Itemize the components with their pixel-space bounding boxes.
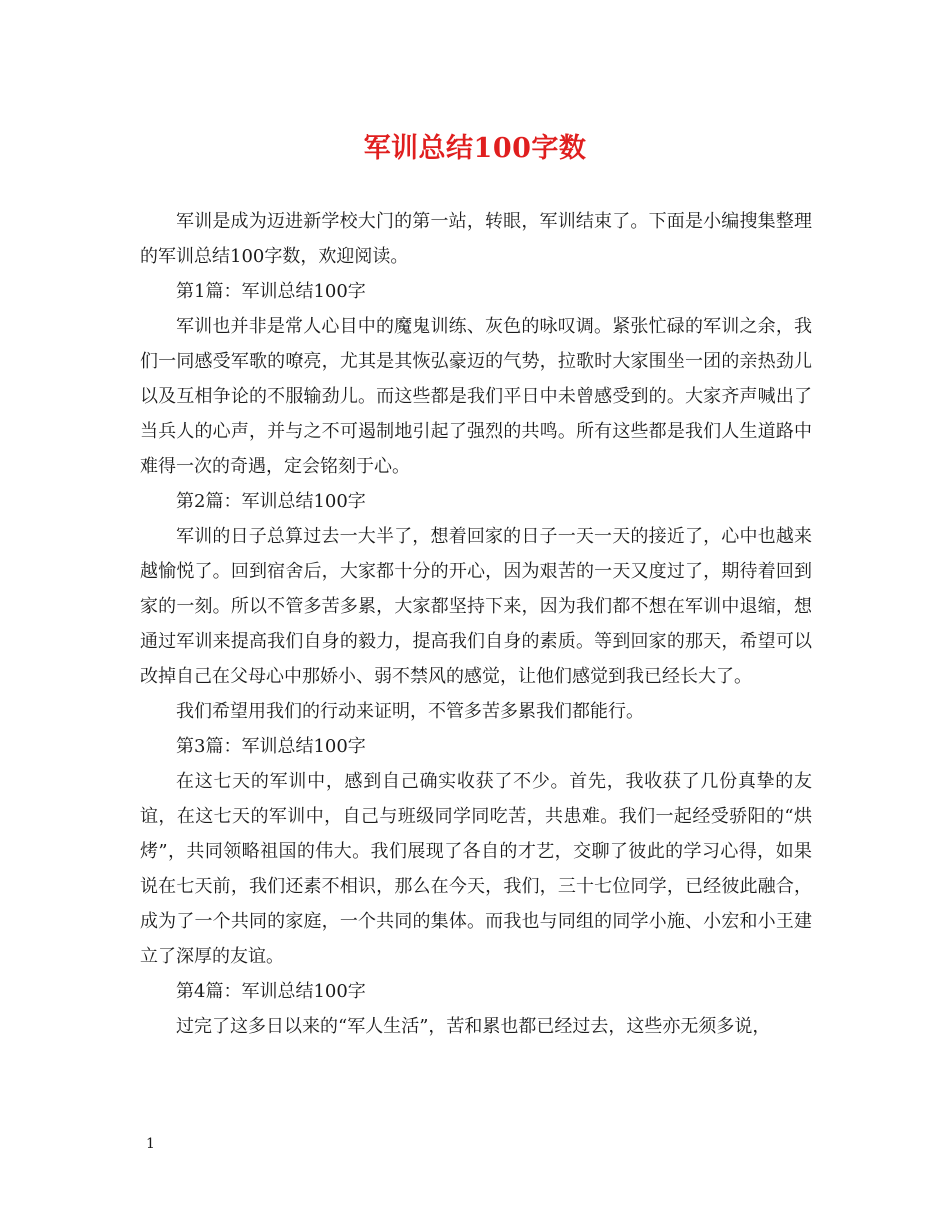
- section-heading-2: 第2篇：军训总结100字: [176, 491, 366, 512]
- section-heading-1: 第1篇：军训总结100字: [176, 281, 366, 302]
- document-body: [140, 204, 812, 1044]
- page-number: 1: [146, 1136, 155, 1152]
- intro-paragraph: 军训是成为迈进新学校大门的第一站，转眼，军训结束了。下面是小编搜集整理的军训总结100字数，欢迎阅读。: [140, 211, 812, 267]
- section-heading-4: 第4篇：军训总结100字: [176, 981, 366, 1002]
- section-heading-3: 第3篇：军训总结100字: [176, 736, 366, 757]
- document-title: 军训总结100字数: [363, 133, 587, 164]
- section-4-paragraph: 过完了这多日以来的“军人生活”，苦和累也都已经过去，这些亦无须多说，: [176, 1016, 771, 1037]
- section-3-paragraph: 在这七天的军训中，感到自己确实收获了不少。首先，我收获了几份真挚的友谊，在这七天的军训中，自己与班级同学同吃苦，共患难。我们一起经受骄阳的“烘烤”，共同领略祖国的伟大。我们展现了各自的才艺，交聊了彼此的学习心得，如果说在七天前，我们还素不相识，那么在今天，我们，三十七位同学，已经彼此融合，成为了一个共同的家庭，一个共同的集体。而我也与同组的同学小施、小宏和小王建立了深厚的友谊。: [140, 771, 812, 967]
- section-1-paragraph: 军训也并非是常人心目中的魔鬼训练、灰色的咏叹调。紧张忙碌的军训之余，我们一同感受军歌的嘹亮，尤其是其恢弘豪迈的气势，拉歌时大家围坐一团的亲热劲儿以及互相争论的不服输劲儿。而这些都是我们平日中未曾感受到的。大家齐声喊出了当兵人的心声，并与之不可遏制地引起了强烈的共鸣。所有这些都是我们人生道路中难得一次的奇遇，定会铭刻于心。: [140, 316, 812, 477]
- section-2-closing-paragraph: 我们希望用我们的行动来证明，不管多苦多累我们都能行。: [176, 701, 644, 722]
- section-2-paragraph: 军训的日子总算过去一大半了，想着回家的日子一天一天的接近了，心中也越来越愉悦了。回到宿舍后，大家都十分的开心，因为艰苦的一天又度过了，期待着回到家的一刻。所以不管多苦多累，大家都坚持下来，因为我们都不想在军训中退缩，想通过军训来提高我们自身的毅力，提高我们自身的素质。等到回家的那天，希望可以改掉自己在父母心中那娇小、弱不禁风的感觉，让他们感觉到我已经长大了。: [140, 526, 812, 687]
